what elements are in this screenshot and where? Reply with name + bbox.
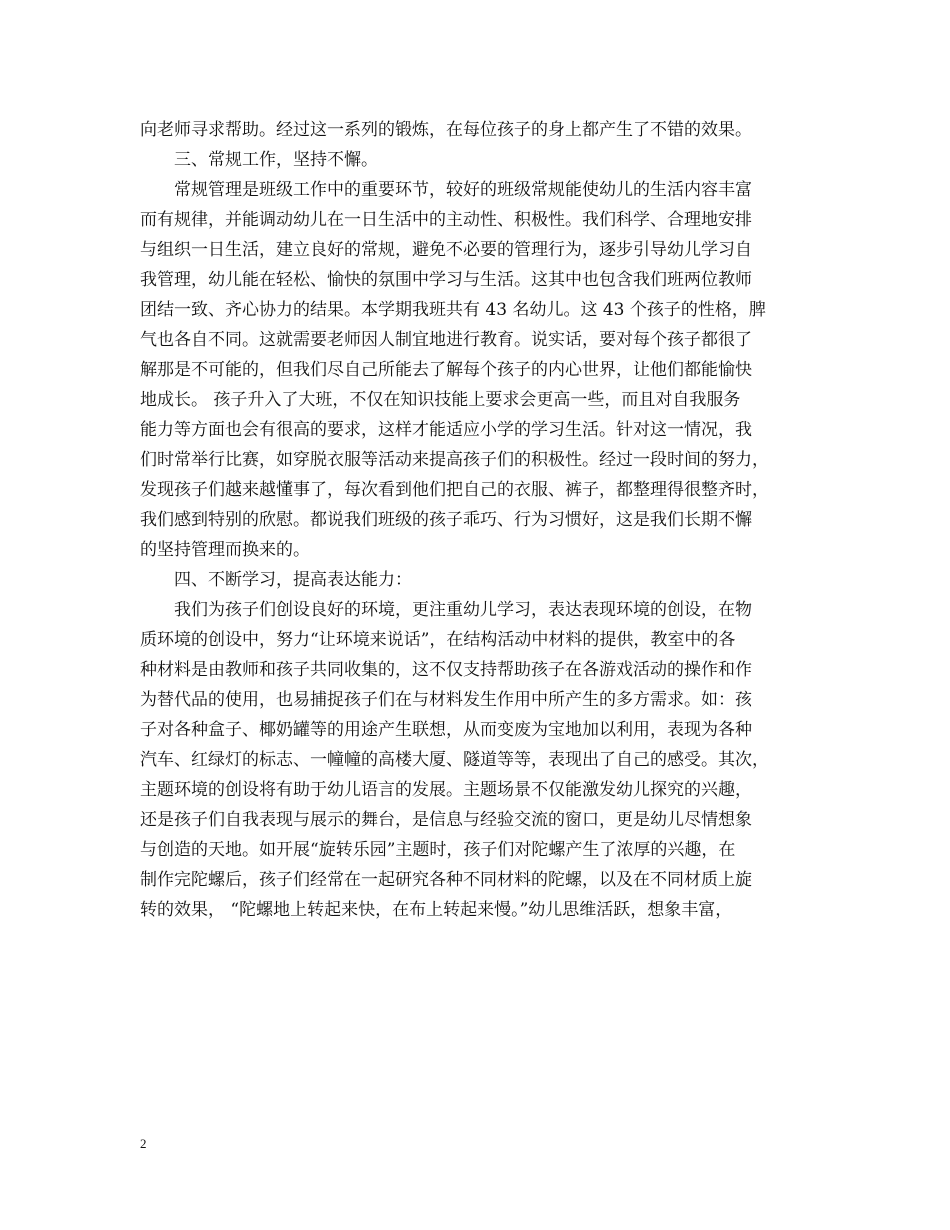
text-line: 能力等方面也会有很高的要求，这样才能适应小学的学习生活。针对这一情况，我 (140, 420, 752, 440)
section-heading-4: 四、不断学习，提高表达能力： (140, 570, 412, 590)
text-line: 还是孩子们自我表现与展示的舞台，是信息与经验交流的窗口，更是幼儿尽情想象 (140, 810, 752, 830)
text-line: 质环境的创设中，努力“让环境来说话”，在结构活动中材料的提供，教室中的各 (140, 630, 736, 650)
text-line: 我们感到特别的欣慰。都说我们班级的孩子乖巧、行为习惯好，这是我们长期不懈 (140, 510, 752, 530)
text-line: 转的效果， “陀螺地上转起来快，在布上转起来慢。”幼儿思维活跃，想象丰富， (140, 900, 733, 920)
text-line: 向老师寻求帮助。经过这一系列的锻炼，在每位孩子的身上都产生了不错的效果。 (140, 120, 752, 140)
text-line: 子对各种盒子、椰奶罐等的用途产生联想，从而变废为宝地加以利用，表现为各种 (140, 720, 752, 740)
body-text (140, 115, 820, 925)
text-line: 而有规律，并能调动幼儿在一日生活中的主动性、积极性。我们科学、合理地安排 (140, 210, 752, 230)
text-line: 种材料是由教师和孩子共同收集的，这不仅支持帮助孩子在各游戏活动的操作和作 (140, 660, 752, 680)
page-number: 2 (140, 1136, 147, 1151)
text-line: 制作完陀螺后，孩子们经常在一起研究各种不同材料的陀螺，以及在不同材质上旋 (140, 870, 752, 890)
text-line: 解那是不可能的，但我们尽自己所能去了解每个孩子的内心世界，让他们都能愉快 (140, 360, 752, 380)
text-line: 团结一致、齐心协力的结果。本学期我班共有 43 名幼儿。这 43 个孩子的性格，脾 (140, 300, 766, 320)
section-heading-3: 三、常规工作，坚持不懈。 (140, 150, 378, 170)
text-line: 的坚持管理而换来的。 (140, 540, 310, 560)
text-line: 与组织一日生活，建立良好的常规，避免不必要的管理行为，逐步引导幼儿学习自 (140, 240, 752, 260)
text-line: 地成长。 孩子升入了大班，不仅在知识技能上要求会更高一些，而且对自我服务 (140, 390, 741, 410)
text-line: 们时常举行比赛，如穿脱衣服等活动来提高孩子们的积极性。经过一段时间的努力， (140, 450, 769, 470)
text-line: 气也各自不同。这就需要老师因人制宜地进行教育。说实话，要对每个孩子都很了 (140, 330, 752, 350)
text-line: 我管理，幼儿能在轻松、愉快的氛围中学习与生活。这其中也包含我们班两位教师 (140, 270, 752, 290)
text-line: 汽车、红绿灯的标志、一幢幢的高楼大厦、隧道等等，表现出了自己的感受。其次， (140, 750, 769, 770)
text-line: 主题环境的创设将有助于幼儿语言的发展。主题场景不仅能激发幼儿探究的兴趣， (140, 780, 752, 800)
text-line: 我们为孩子们创设良好的环境，更注重幼儿学习，表达表现环境的创设，在物 (140, 600, 752, 620)
text-line: 常规管理是班级工作中的重要环节，较好的班级常规能使幼儿的生活内容丰富 (140, 180, 752, 200)
text-line: 为替代品的使用，也易捕捉孩子们在与材料发生作用中所产生的多方需求。如：孩 (140, 690, 752, 710)
text-line: 发现孩子们越来越懂事了，每次看到他们把自己的衣服、裤子，都整理得很整齐时， (140, 480, 769, 500)
text-line: 与创造的天地。如开展“旋转乐园”主题时，孩子们对陀螺产生了浓厚的兴趣，在 (140, 840, 736, 860)
